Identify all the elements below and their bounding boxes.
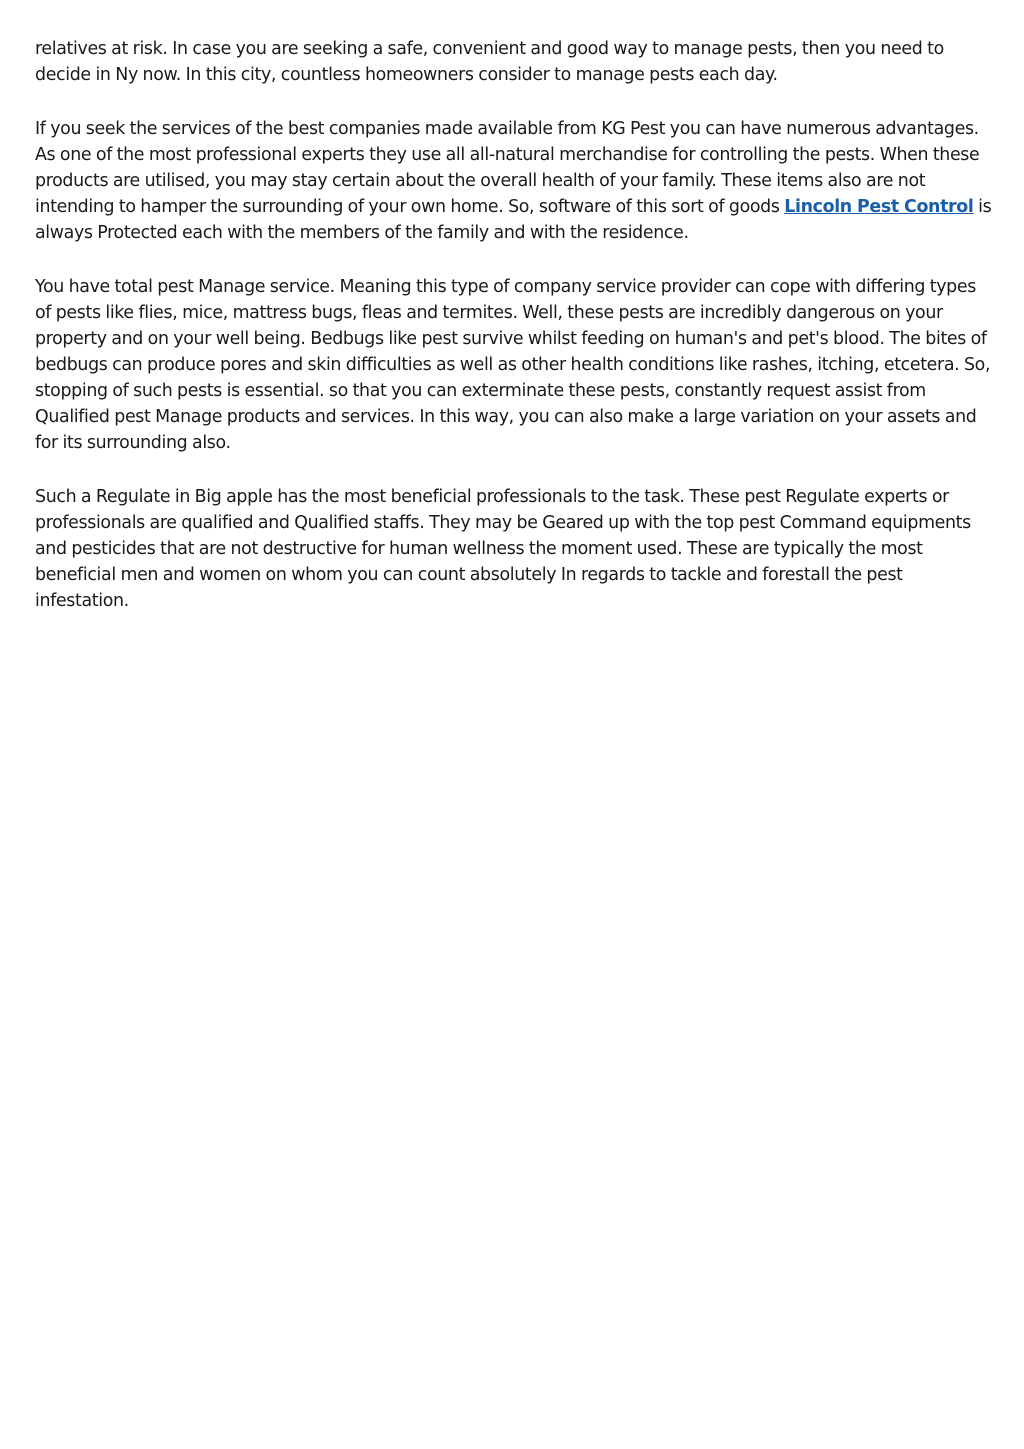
paragraph-3: You have total pest Manage service. Meaning this type of company service provider can cope with differing types of pests like flies, mice, mattress bugs, fleas and termites. Well, these pests are incredibly dangerous on your property and on your well being. Bedbugs like pest survive whilst feeding on human's and pet's blood. The bites of bedbugs can produce pores and skin difficulties as well as other health conditions like rashes, itching, etcetera. So, stopping of such pests is essential. so that you can exterminate these pests, constantly request assist from Qualified pest Manage products and services. In this way, you can also make a large variation on your assets and for its surrounding also. bbox=[35, 277, 991, 453]
paragraph-2-text-before: If you seek the services of the best companies made available from KG Pest you can have numerous advantages. As one of the most professional experts they use all all-natural merchandise for controlling the pests. When these products are utilised, you may stay certain about the overall health of your family. These items also are not intending to hamper the surrounding of your own home. So, software of this sort of goods bbox=[35, 119, 980, 217]
document-page bbox=[35, 36, 993, 642]
paragraph-2 bbox=[35, 116, 993, 246]
paragraph-1: relatives at risk. In case you are seeking a safe, convenient and good way to manage pests, then you need to decide in Ny now. In this city, countless homeowners consider to manage pests each day. bbox=[35, 39, 944, 85]
paragraph-4: Such a Regulate in Big apple has the most beneficial professionals to the task. These pest Regulate experts or professionals are qualified and Qualified staffs. They may be Geared up with the top pest Command equipments and pesticides that are not destructive for human wellness the moment used. These are typically the most beneficial men and women on whom you can count absolutely In regards to tackle and forestall the pest infestation. bbox=[35, 487, 971, 611]
lincoln-pest-control-link[interactable]: Lincoln Pest Control bbox=[784, 197, 974, 217]
paragraph-2-text-after: is always Protected each with the members of the family and with the residence. bbox=[35, 197, 992, 243]
